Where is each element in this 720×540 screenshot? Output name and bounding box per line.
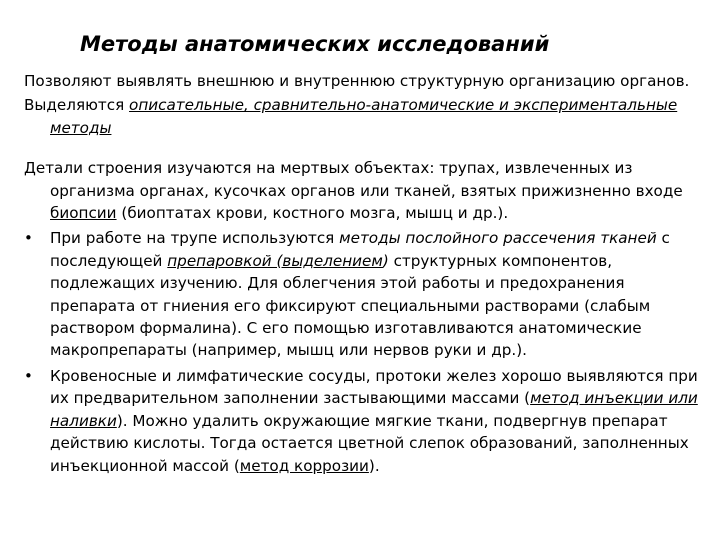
dissection-method-text: методы послойного рассечения тканей bbox=[339, 229, 657, 248]
vessels-text-2: ). Можно удалить окружающие мягкие ткани, подвергнув препарат действию кислоты. Тогда остается цветной слепок образований, заполненных инъекционной массой ( bbox=[50, 411, 689, 475]
injection-method-link[interactable]: метод инъекции или наливки bbox=[50, 389, 698, 430]
details-text-2: (биоптатах крови, костного мозга, мышц и др.). bbox=[116, 204, 509, 223]
paragraph-details bbox=[24, 157, 714, 224]
preparation-link[interactable]: препаровкой (выделением bbox=[167, 251, 383, 270]
vessels-text-1: Кровеносные и лимфатические сосуды, протоки желез хорошо выявляются при их предварительном заполнении застывающими массами ( bbox=[50, 366, 698, 408]
page-title: Методы анатомических исследований bbox=[80, 32, 550, 56]
methods-link[interactable]: описательные, сравнительно-анатомические и экспериментальные методы bbox=[50, 96, 678, 137]
vessels-text-3: ). bbox=[368, 456, 380, 475]
biopsy-link[interactable]: биопсии bbox=[50, 204, 117, 223]
list-item-dissection bbox=[24, 227, 714, 361]
bullet-icon: • bbox=[24, 366, 33, 385]
details-text-1: Детали строения изучаются на мертвых объектах: трупах, извлеченных из организма органах, кусочках органов или тканей, взятых прижизненно входе bbox=[24, 159, 683, 200]
preparation-close-paren: ) bbox=[382, 251, 389, 270]
paragraph-methods bbox=[24, 94, 714, 139]
paragraph-intro bbox=[24, 70, 714, 92]
slide-body bbox=[24, 70, 714, 477]
paragraph-intro-text: Позволяют выявлять внешнюю и внутреннюю структурную организацию органов. bbox=[24, 72, 690, 90]
methods-lead-text: Выделяются bbox=[24, 96, 130, 115]
dissection-text-2: с последующей bbox=[50, 229, 670, 270]
dissection-text-3: структурных компонентов, подлежащих изучению. Для облегчения этой работы и предохранения препарата от гниения его фиксируют специальными растворами (слабым раствором формалина). С его помощью изготавливаются анатомические макропрепараты (например, мышц или нервов руки и др.). bbox=[50, 251, 651, 360]
corrosion-method-link[interactable]: метод коррозии bbox=[239, 456, 369, 475]
list-item-vessels bbox=[24, 365, 714, 477]
dissection-text-1: При работе на трупе используются bbox=[50, 229, 340, 248]
bullet-icon: • bbox=[24, 229, 33, 248]
